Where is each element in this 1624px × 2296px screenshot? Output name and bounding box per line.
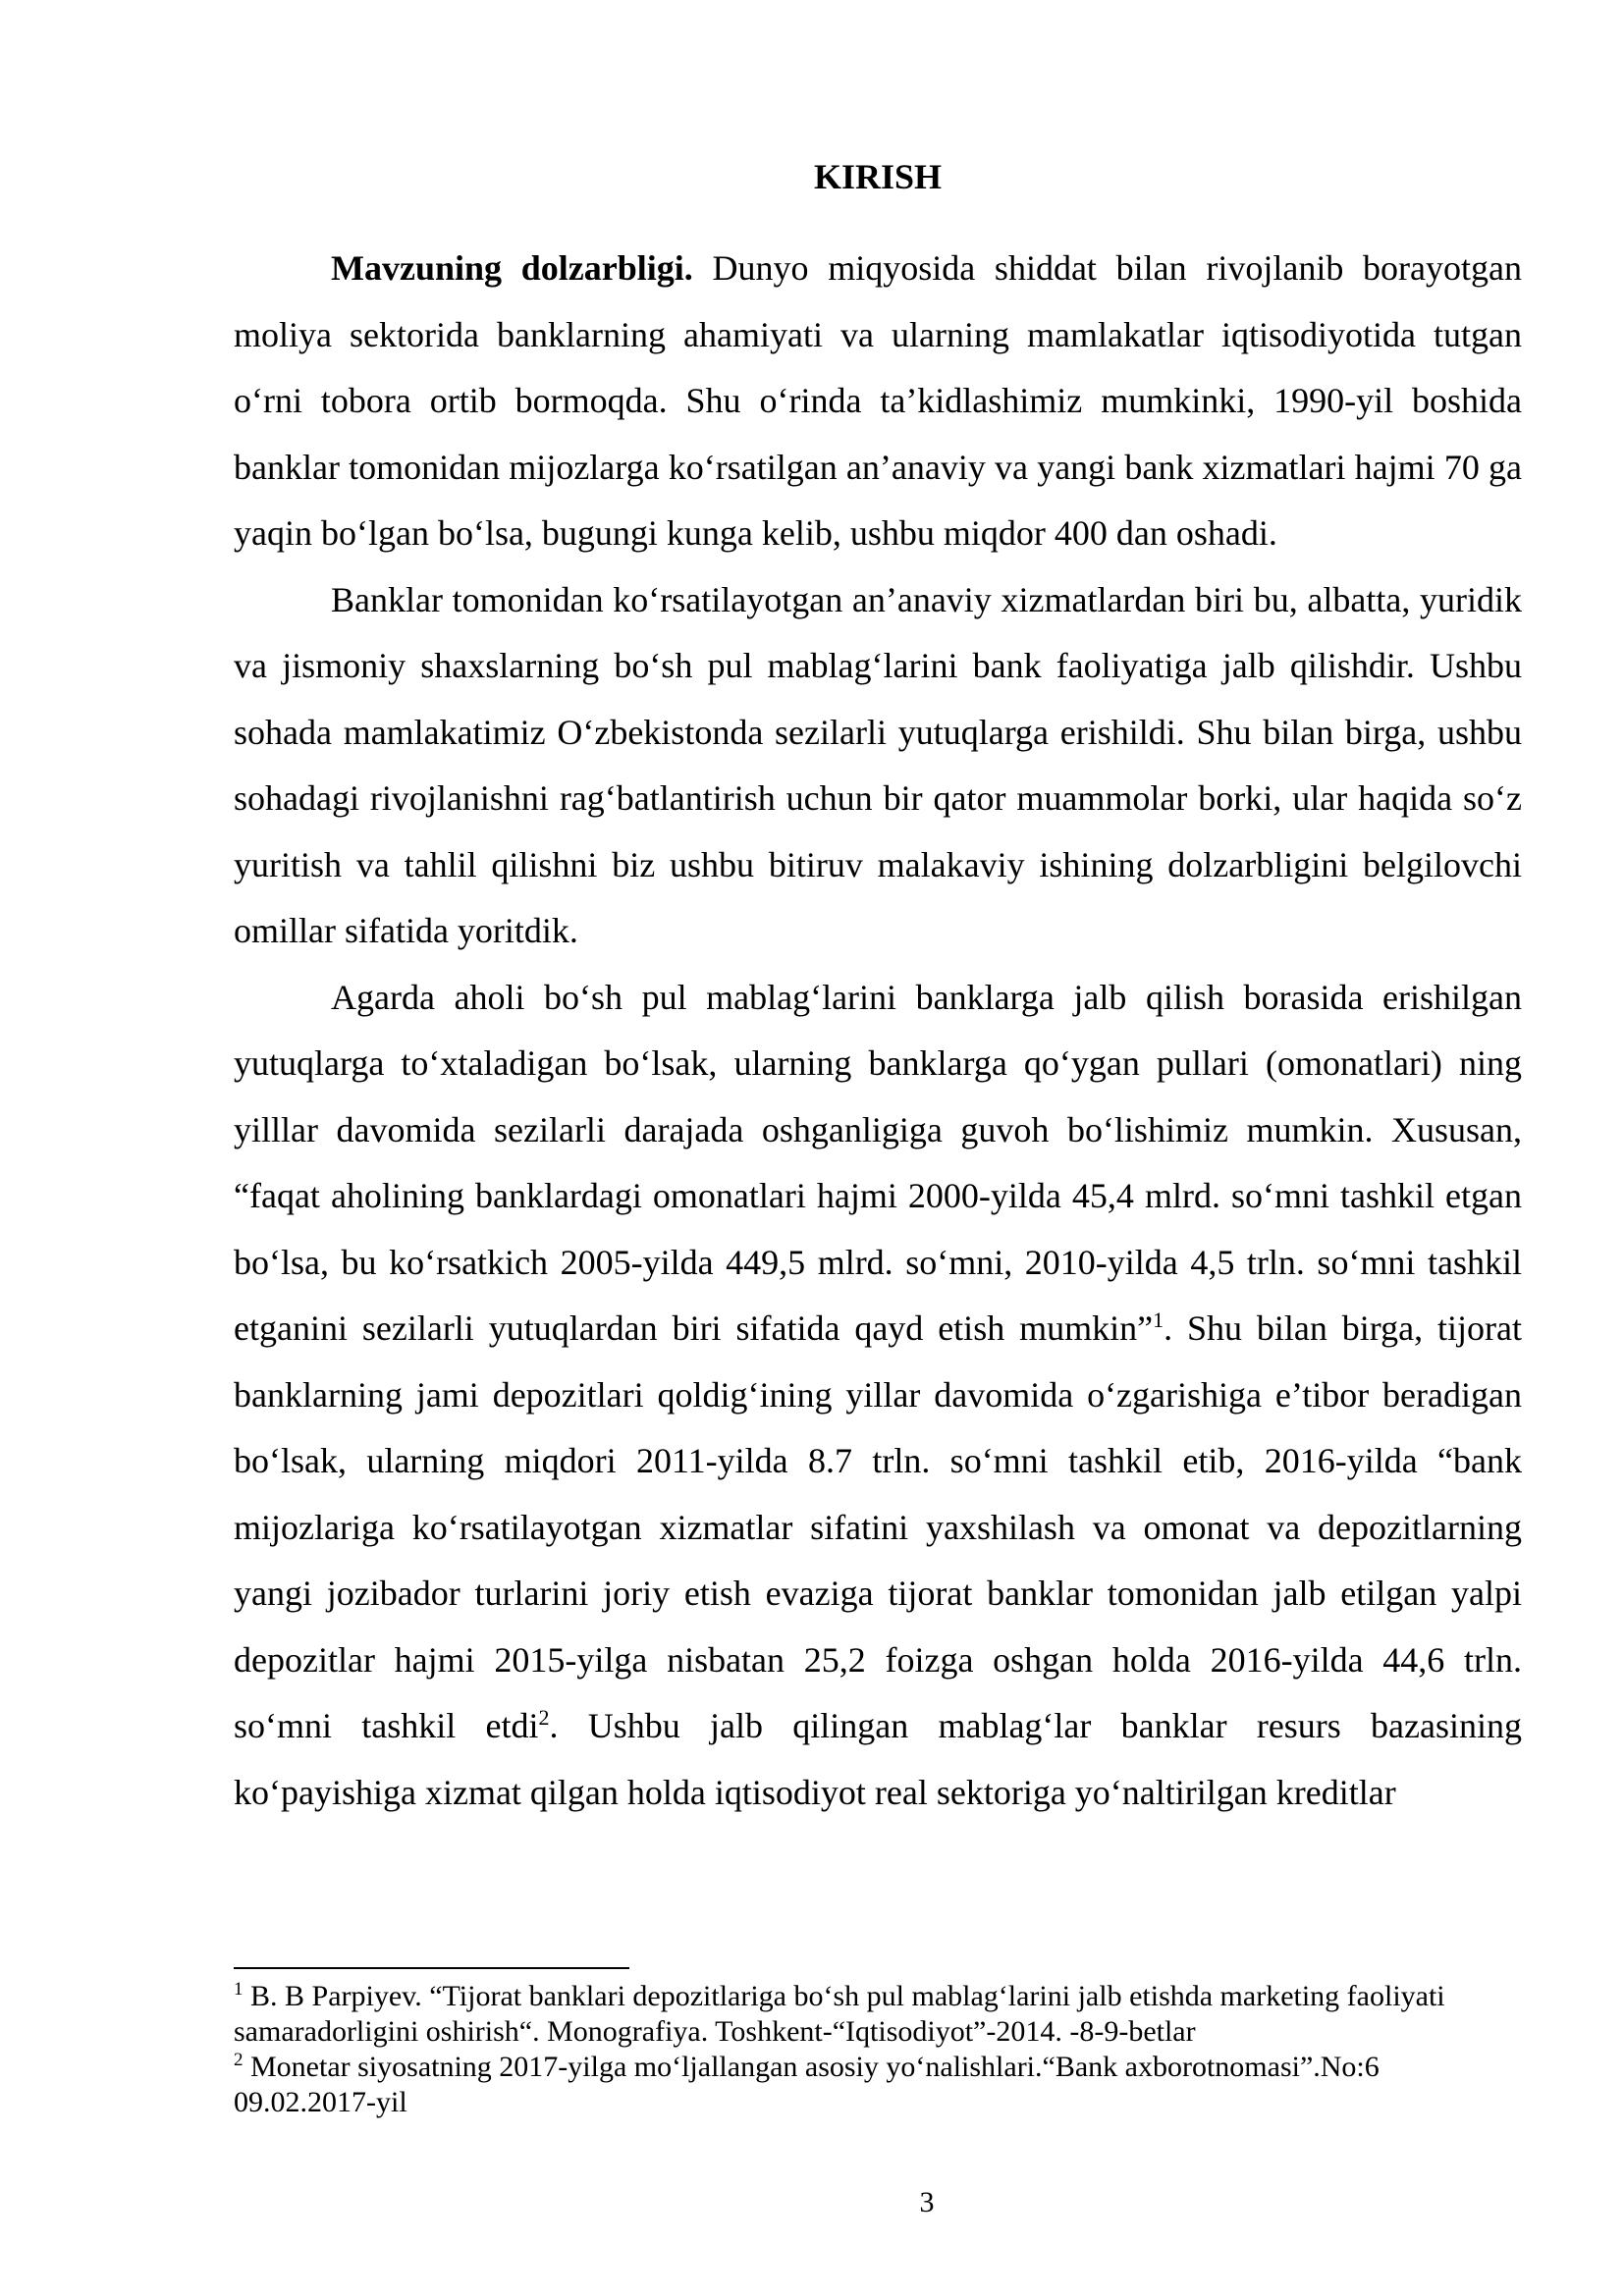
footnote-separator [234,1967,629,1969]
footnotes [234,1979,1522,2120]
paragraph-traditional-services: Banklar tomonidan ko‘rsatilayotgan an’anaviy xizmatlardan biri bu, albatta, yuridik va jismoniy shaxslarning bo‘sh pul mablag‘larini bank faoliyatiga jalb qilishdir. Ushbu sohada mamlakatimiz O‘zbekistonda sezilarli yutuqlarga erishildi. Shu bilan birga, ushbu sohadagi rivojlanishni rag‘batlantirish uchun bir qator muammolar borki, ular haqida so‘z yuritish va tahlil qilishni biz ushbu bitiruv malakaviy ishining dolzarbligini belgilovchi omillar sifatida yoritdik. [234,579,1522,950]
footnote-text: Monetar siyosatning 2017-yilga mo‘ljallangan asosiy yo‘nalishlari.“Bank axborotnomasi”.No:6 09.02.2017-yil [234,2051,1380,2118]
footnote-1 [234,1979,1522,2050]
paragraph-text: Dunyo miqyosida shiddat bilan rivojlanib borayotgan moliya sektorida banklarning ahamiyati va ularning mamlakatlar iqtisodiyotida tutgan o‘rni tobora ortib bormoqda. Shu o‘rinda ta’kidlashimiz mumkinki, 1990-yil boshida banklar tomonidan mijozlarga ko‘rsatilgan an’anaviy va yangi bank xizmatlari hajmi 70 ga yaqin bo‘lgan bo‘lsa, bugungi kunga kelib, ushbu miqdor 400 dan oshadi. [234,248,1523,553]
body-text [234,236,1522,1826]
footnote-ref-2[interactable]: 2 [538,1705,550,1730]
paragraph-text: . Shu bilan birga, tijorat banklarning jami depozitlari qoldig‘ining yillar davomida o‘zgarishiga e’tibor beradigan bo‘lsak, ularning miqdori 2011-yilda 8.7 trln. so‘mni tashkil etib, 2016-yilda “bank mijozlariga ko‘rsatilayotgan xizmatlar sifatini yaxshilash va omonat va depozitlarning yangi jozibador turlarini joriy etish evaziga tijorat banklar tomonidan jalb etilgan yalpi depozitlar hajmi 2015-yilga nisbatan 25,2 foizga oshgan holda 2016-yilda 44,6 trln. so‘mni tashkil etdi [234,1308,1523,1745]
section-heading: KIRISH [813,157,943,196]
footnote-marker: 1 [234,1979,244,2000]
footnote-ref-1[interactable]: 1 [1153,1308,1164,1332]
footnote-text: B. B Parpiyev. “Tijorat banklari depozitlariga bo‘sh pul mablag‘larini jalb etishda marketing faoliyati samaradorligini oshirish“. Monografiya. Toshkent-“Iqtisodiyot”-2014. -8-9-betlar [234,1980,1445,2048]
paragraph-deposits [234,965,1522,1827]
page-number: 3 [919,2186,935,2218]
paragraph-relevance [234,236,1522,567]
footnote-2 [234,2050,1522,2120]
paragraph-text: . Ushbu jalb qilingan mablag‘lar banklar resurs bazasining ko‘payishiga xizmat qilgan holda iqtisodiyot real sektoriga yo‘naltirilgan kreditlar [234,1706,1522,1812]
footnote-marker: 2 [234,2050,244,2070]
paragraph-text: Agarda aholi bo‘sh pul mablag‘larini banklarga jalb qilish borasida erishilgan yutuqlarga to‘xtaladigan bo‘lsak, ularning banklarga qo‘ygan pullari (omonatlari) ning yilllar davomida sezilarli darajada oshganligiga guvoh bo‘lishimiz mumkin. Xususan, “faqat aholining banklardagi omonatlari hajmi 2000-yilda 45,4 mlrd. so‘mni tashkil etgan bo‘lsa, bu ko‘rsatkich 2005-yilda 449,5 mlrd. so‘mni, 2010-yilda 4,5 trln. so‘mni tashkil etganini sezilarli yutuqlardan biri sifatida qayd etish mumkin” [234,977,1522,1348]
paragraph-lead-bold: Mavzuning dolzarbligi. [331,248,693,288]
